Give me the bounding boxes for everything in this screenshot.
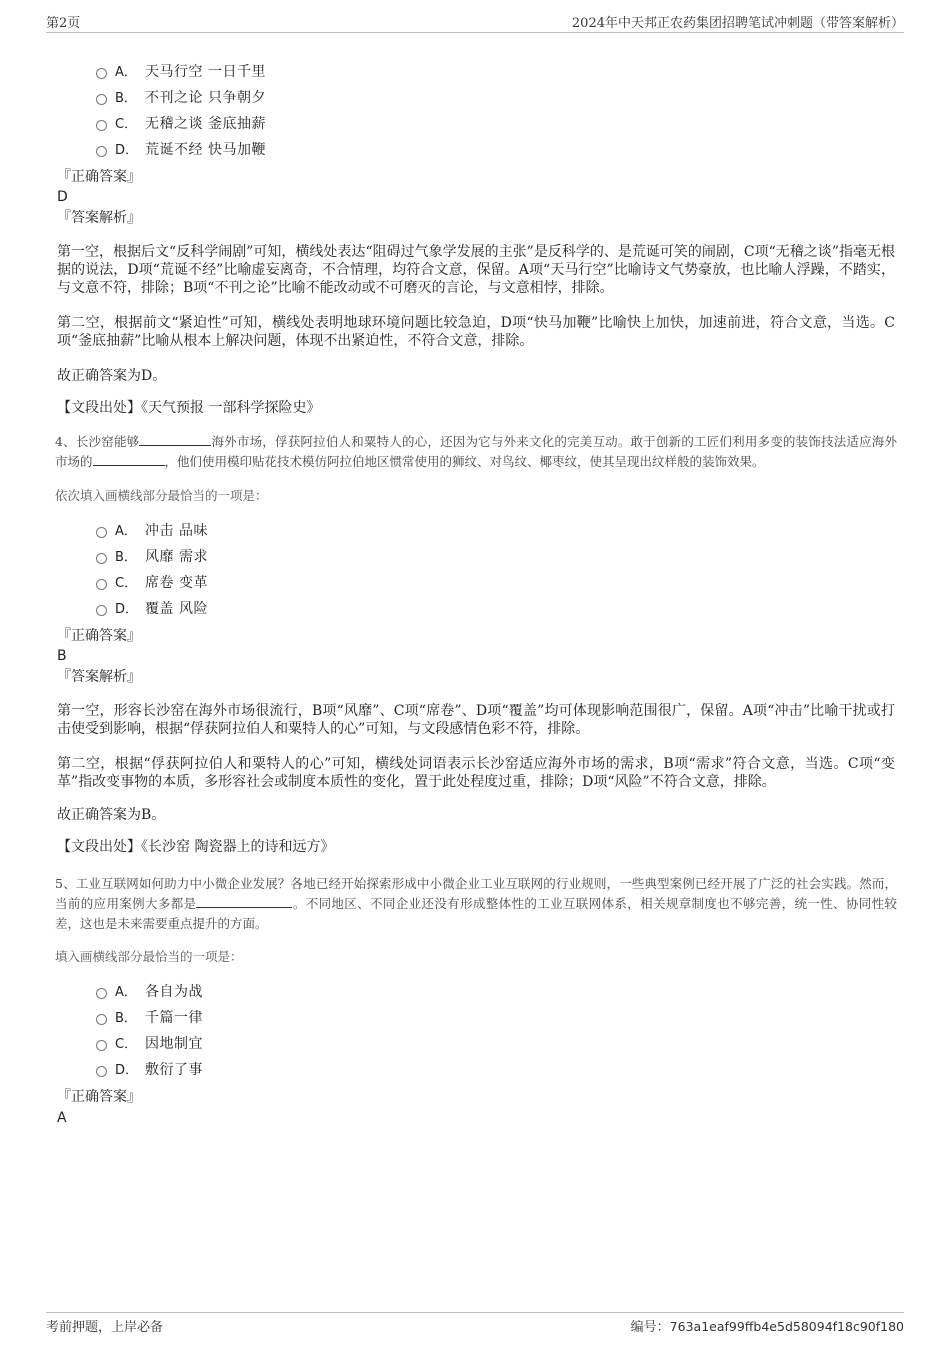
- q4-option-b[interactable]: B． 风靡 需求: [96, 547, 208, 567]
- q3-option-b[interactable]: B． 不刊之论 只争朝夕: [96, 88, 266, 108]
- q3-answer: D: [57, 189, 68, 205]
- document-title: 2024年中天邦正农药集团招聘笔试冲刺题（带答案解析）: [571, 16, 904, 31]
- q4-answer-label: 『正确答案』: [57, 628, 141, 644]
- radio-icon[interactable]: [96, 1066, 107, 1077]
- q4-analysis-p3: 故正确答案为B。: [57, 807, 166, 823]
- fill-blank: [196, 895, 292, 908]
- q4-answer: B: [57, 648, 67, 664]
- q4-analysis-label: 『答案解析』: [57, 669, 141, 685]
- radio-icon[interactable]: [96, 120, 107, 131]
- q4-option-d[interactable]: D． 覆盖 风险: [96, 599, 208, 619]
- q4-option-c[interactable]: C． 席卷 变革: [96, 573, 208, 593]
- page-footer: [46, 1312, 904, 1335]
- page-header: [46, 10, 904, 33]
- q5-option-a[interactable]: A． 各自为战: [96, 982, 203, 1002]
- q3-analysis-p1: 第一空，根据后文“反科学闹剧”可知，横线处表达“阻碍过气象学发展的主张”是反科学的、是荒诞可笑的闹剧，C项“无稽之谈”指毫无根据的说法，D项“荒诞不经”比喻虚妄离奇，不合情理，均符合文意，保留。A项“天马行空”比喻诗文气势豪放，也比喻人浮躁，不踏实，与文意不符，排除；B项“不刊之论”比喻不能改动或不可磨灭的言论，与文意相悖，排除。: [57, 244, 895, 296]
- radio-icon[interactable]: [96, 94, 107, 105]
- q4-prompt: 依次填入画横线部分最恰当的一项是：: [55, 488, 268, 503]
- radio-icon[interactable]: [96, 146, 107, 157]
- radio-icon[interactable]: [96, 988, 107, 999]
- footer-slogan: 考前押题，上岸必备: [46, 1320, 164, 1335]
- q4-stem: 4、长沙窑能够 海外市场，俘获阿拉伯人和粟特人的心，还因为它与外来文化的完美互动。敢于创新的工匠们利用多变的装饰技法适应海外市场的 ，他们使用模印贴花技术模仿阿拉伯地区惯常使用的狮纹、对鸟纹、椰枣纹，使其呈现出纹样般的装饰效果。: [55, 434, 897, 469]
- radio-icon[interactable]: [96, 1040, 107, 1051]
- page-number: 第2页: [46, 16, 81, 31]
- q3-analysis-p3: 故正确答案为D。: [57, 368, 167, 384]
- q4-source: 【文段出处】《长沙窑 陶瓷器上的诗和远方》: [57, 839, 335, 855]
- document-code: 编号：763a1eaf99ffb4e5d58094f18c90f180: [630, 1319, 904, 1335]
- q3-source: 【文段出处】《天气预报 一部科学探险史》: [57, 400, 321, 416]
- radio-icon[interactable]: [96, 579, 107, 590]
- radio-icon[interactable]: [96, 527, 107, 538]
- q5-prompt: 填入画横线部分最恰当的一项是：: [55, 949, 243, 964]
- q4-option-a[interactable]: A． 冲击 品味: [96, 521, 208, 541]
- q5-option-b[interactable]: B． 千篇一律: [96, 1008, 203, 1028]
- fill-blank: [139, 433, 211, 446]
- radio-icon[interactable]: [96, 1014, 107, 1025]
- q5-answer-label: 『正确答案』: [57, 1089, 141, 1105]
- q3-answer-label: 『正确答案』: [57, 169, 141, 185]
- q5-answer: A: [57, 1110, 67, 1126]
- radio-icon[interactable]: [96, 605, 107, 616]
- fill-blank: [93, 453, 165, 466]
- q5-stem: 5、工业互联网如何助力中小微企业发展？各地已经开始探索形成中小微企业工业互联网的行业规则，一些典型案例已经开展了广泛的社会实践。然而，当前的应用案例大多都是 。不同地区、不同企业还没有形成整体性的工业互联网体系，相关规章制度也不够完善，统一性、协同性较差，这也是未来需要重点提升的方面。: [55, 876, 897, 931]
- radio-icon[interactable]: [96, 553, 107, 564]
- q4-analysis-p2: 第二空，根据“俘获阿拉伯人和粟特人的心”可知，横线处词语表示长沙窑适应海外市场的需求，B项“需求”符合文意，当选。C项“变革”指改变事物的本质，多形容社会或制度本质性的变化，置于此处程度过重，排除；D项“风险”不符合文意，排除。: [57, 756, 895, 790]
- q3-option-d[interactable]: D． 荒诞不经 快马加鞭: [96, 140, 266, 160]
- q3-analysis-p2: 第二空，根据前文“紧迫性”可知，横线处表明地球环境问题比较急迫，D项“快马加鞭”比喻快上加快，加速前进，符合文意，当选。C项“釜底抽薪”比喻从根本上解决问题，体现不出紧迫性，不符合文意，排除。: [57, 315, 895, 349]
- q5-option-d[interactable]: D． 敷衍了事: [96, 1060, 203, 1080]
- radio-icon[interactable]: [96, 68, 107, 79]
- q5-option-c[interactable]: C． 因地制宜: [96, 1034, 203, 1054]
- q4-analysis-p1: 第一空，形容长沙窑在海外市场很流行，B项“风靡”、C项“席卷”、D项“覆盖”均可体现影响范围很广，保留。A项“冲击”比喻干扰或打击使受到影响，根据“俘获阿拉伯人和粟特人的心”可知，与文段感情色彩不符，排除。: [57, 703, 895, 737]
- q3-option-a[interactable]: A． 天马行空 一日千里: [96, 62, 266, 82]
- q3-option-c[interactable]: C． 无稽之谈 釜底抽薪: [96, 114, 266, 134]
- q3-analysis-label: 『答案解析』: [57, 210, 141, 226]
